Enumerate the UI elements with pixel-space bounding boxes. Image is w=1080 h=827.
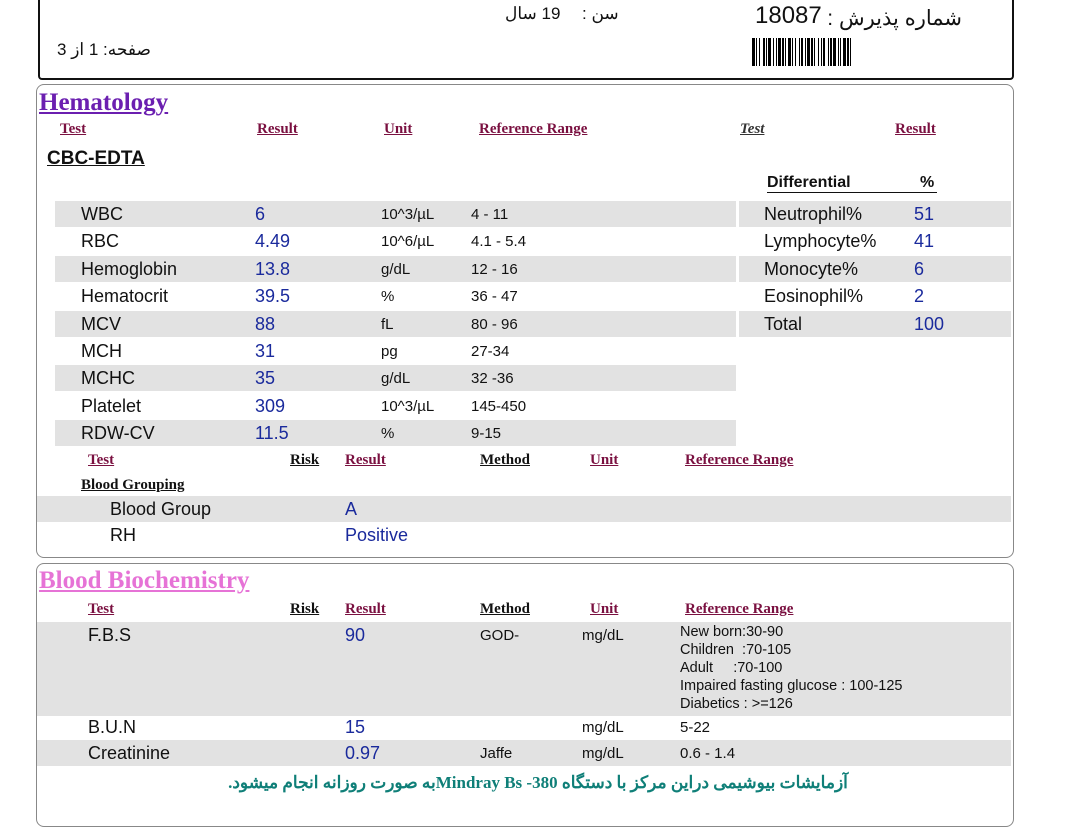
col-header-test: Test: [60, 121, 87, 137]
hematology-title: Hematology: [39, 89, 169, 116]
col-header-test-2: Test: [740, 121, 765, 137]
col-header-unit: Unit: [384, 121, 413, 137]
panel-name-cbc: CBC-EDTA: [47, 148, 145, 169]
differential-title: Differential: [767, 174, 851, 191]
cbc-unit: g/dL: [381, 370, 411, 388]
bg-header-result: Result: [345, 452, 386, 468]
page-indicator: صفحه: 1 از 3: [57, 40, 151, 59]
cbc-reference: 4 - 11: [471, 206, 509, 223]
bg-header-test: Test: [88, 452, 115, 468]
cbc-unit: 10^3/µL: [381, 206, 435, 223]
blood-group-result: A: [345, 499, 358, 519]
cbc-test: WBC: [81, 204, 123, 224]
fbs-method: GOD-: [480, 627, 520, 644]
cbc-reference: 80 - 96: [471, 315, 518, 333]
cbc-reference: 36 - 47: [471, 288, 518, 306]
cbc-test: Hemoglobin: [81, 258, 178, 279]
differential-header: [767, 174, 937, 193]
fbs-test: F.B.S: [88, 625, 132, 645]
cbc-result: 35: [255, 368, 276, 389]
blood-group-test: Blood Group: [110, 499, 212, 519]
differential-value: 100: [914, 313, 945, 334]
cbc-test: MCH: [81, 341, 122, 361]
cbc-reference: 4.1 - 5.4: [471, 233, 527, 251]
cbc-test: Hematocrit: [81, 286, 169, 307]
cbc-unit: fL: [381, 315, 394, 333]
fbs-ref-2: Adult :70-100: [680, 660, 783, 676]
differential-name: Lymphocyte%: [764, 231, 877, 252]
blood-grouping-title: Blood Grouping: [81, 477, 185, 493]
cbc-reference: 12 - 16: [471, 260, 518, 278]
bio-header-method: Method: [480, 601, 530, 617]
cbc-reference: 9-15: [471, 425, 502, 443]
fbs-ref-3: Impaired fasting glucose : 100-125: [680, 678, 903, 694]
differential-name: Monocyte%: [764, 258, 859, 279]
cbc-reference: 32 -36: [471, 370, 514, 388]
cbc-row-bg: [55, 420, 736, 446]
cbc-reference: 145-450: [471, 397, 527, 415]
cbc-unit: pg: [381, 343, 398, 360]
bio-header-risk: Risk: [290, 601, 320, 617]
bg-header-reference: Reference Range: [685, 452, 794, 468]
creatinine-method: Jaffe: [480, 745, 513, 762]
cbc-test: MCHC: [81, 368, 135, 389]
cbc-test: MCV: [81, 313, 121, 334]
cbc-unit: %: [381, 425, 395, 443]
differential-value: 2: [914, 286, 925, 307]
age-label: سن :: [582, 4, 619, 23]
col-header-result: Result: [257, 121, 298, 137]
cbc-unit: 10^3/µL: [381, 397, 435, 415]
cbc-result: 31: [255, 341, 276, 361]
creatinine-unit: mg/dL: [582, 745, 624, 762]
differential-value: 6: [914, 258, 925, 279]
cbc-result: 88: [255, 313, 276, 334]
cbc-unit: 10^6/µL: [381, 233, 435, 251]
cbc-test: RDW-CV: [81, 423, 155, 444]
cbc-result: 309: [255, 395, 286, 416]
cbc-row-bg: [55, 311, 736, 337]
cbc-result: 11.5: [255, 423, 289, 444]
bun-ref: 5-22: [680, 719, 711, 736]
rh-test: RH: [110, 525, 136, 545]
creatinine-result: 0.97: [345, 743, 381, 763]
bio-header-test: Test: [88, 601, 115, 617]
cbc-test: Platelet: [81, 395, 142, 416]
barcode-bar: [851, 38, 854, 66]
bg-header-unit: Unit: [590, 452, 619, 468]
cbc-unit: %: [381, 288, 395, 306]
differential-name: Eosinophil%: [764, 286, 864, 307]
cbc-result: 13.8: [255, 258, 291, 279]
bun-unit: mg/dL: [582, 719, 624, 736]
col-header-result-2: Result: [895, 121, 936, 137]
rh-result: Positive: [345, 525, 409, 545]
fbs-result: 90: [345, 625, 366, 645]
bun-result: 15: [345, 717, 366, 737]
biochemistry-footnote: آزمایشات بیوشیمی دراین مرکز با دستگاه 380- Mindray Bsبه صورت روزانه انجام میشود.: [228, 773, 848, 792]
bun-test: B.U.N: [88, 717, 137, 737]
biochemistry-title: Blood Biochemistry: [39, 567, 250, 594]
col-header-reference: Reference Range: [479, 121, 588, 137]
differential-value: 41: [914, 231, 935, 252]
fbs-ref-0: New born:30-90: [680, 624, 784, 640]
cbc-result: 39.5: [255, 286, 291, 307]
cbc-result: 4.49: [255, 231, 291, 252]
bio-header-result: Result: [345, 601, 386, 617]
fbs-ref-1: Children :70-105: [680, 642, 792, 658]
creatinine-row-bg: [37, 740, 1011, 766]
creatinine-test: Creatinine: [88, 743, 171, 763]
admission-number: 18087: [755, 2, 822, 29]
differential-name: Total: [764, 313, 803, 334]
differential-name: Neutrophil%: [764, 204, 863, 224]
differential-pct: %: [920, 174, 935, 191]
cbc-reference: 27-34: [471, 343, 510, 360]
cbc-test: RBC: [81, 231, 120, 252]
fbs-ref-4: Diabetics : >=126: [680, 696, 793, 712]
bio-header-reference: Reference Range: [685, 601, 794, 617]
bg-header-method: Method: [480, 452, 530, 468]
cbc-unit: g/dL: [381, 260, 411, 278]
bio-header-unit: Unit: [590, 601, 619, 617]
age-value: 19 سال: [505, 4, 561, 23]
cbc-result: 6: [255, 204, 266, 224]
bg-header-risk: Risk: [290, 452, 320, 468]
admission-label: شماره پذیرش :: [827, 7, 962, 30]
fbs-unit: mg/dL: [582, 627, 624, 644]
fbs-row-bg: [37, 622, 1011, 716]
barcode: [752, 38, 954, 66]
creatinine-ref: 0.6 - 1.4: [680, 745, 736, 762]
differential-value: 51: [914, 204, 935, 224]
